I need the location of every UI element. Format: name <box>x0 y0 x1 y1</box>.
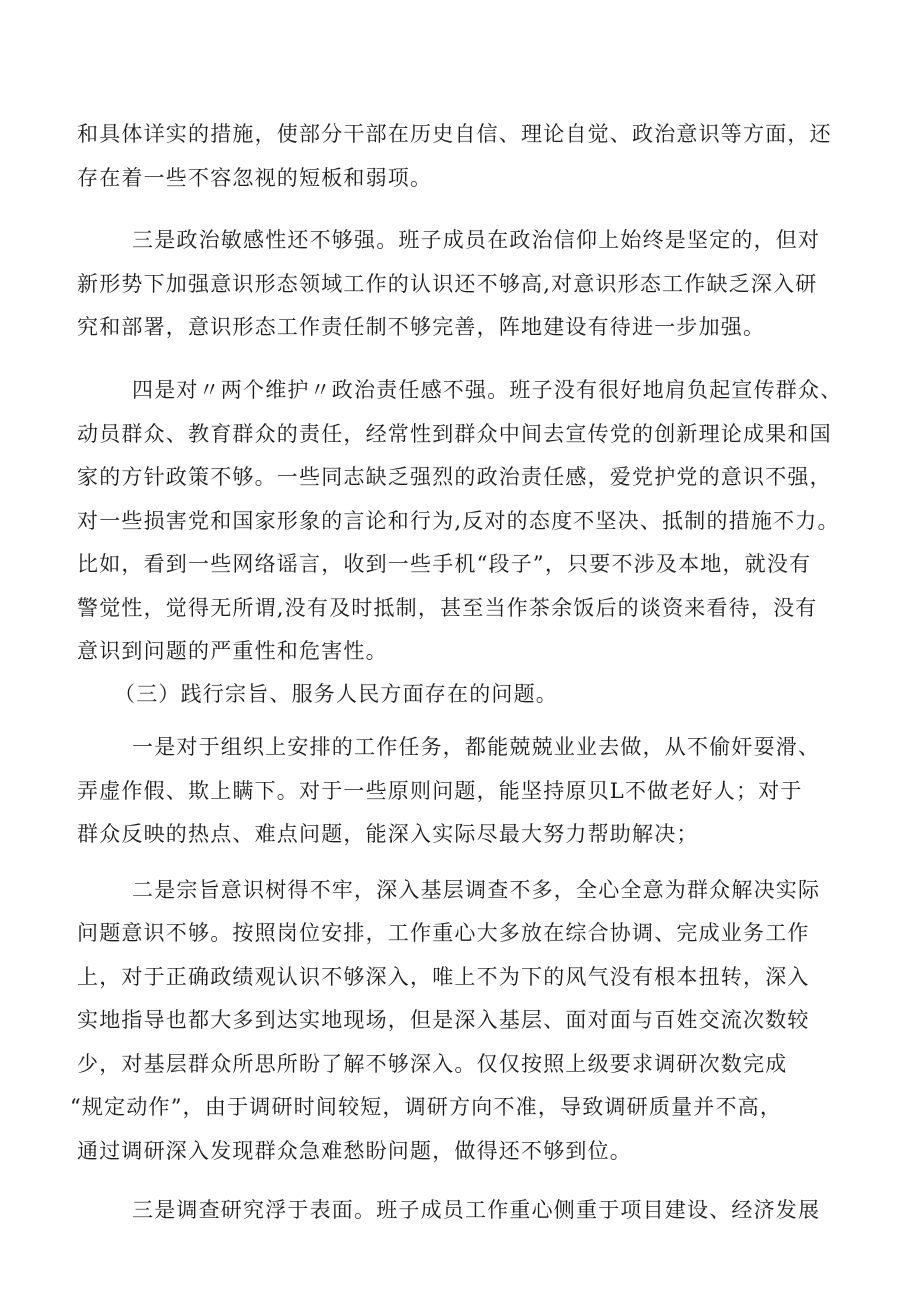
paragraph-two-opening: 二是宗旨意识树得不牢，深入基层调查不多，全心全意为群众解决实际 <box>132 878 821 902</box>
paragraph-three-opening: 三是调查研究浮于表面。班子成员工作重心侧重于项目建设、经济发展 <box>132 1198 821 1222</box>
paragraph-one-opening: 一是对于组织上安排的工作任务，都能兢兢业业去做，从不偷奸耍滑、 <box>132 735 821 759</box>
text-line: 弄虚作假、欺上瞒下。对于一些原则问题，能坚持原贝L不做老好人；对于 <box>77 779 803 803</box>
text-line: 意识到问题的严重性和危害性。 <box>77 639 388 663</box>
text-line: 比如，看到一些网络谣言，收到一些手机“段子”，只要不涉及本地，就没有 <box>77 552 812 576</box>
section-heading: （三）践行宗旨、服务人民方面存在的问题。 <box>114 682 558 706</box>
paragraph-three-opening: 三是政治敏感性还不够强。班子成员在政治信仰上始终是坚定的，但对 <box>132 228 821 252</box>
text-line: 和具体详实的措施，使部分干部在历史自信、理论自觉、政治意识等方面，还 <box>77 122 832 146</box>
text-line: 通过调研深入发现群众急难愁盼问题，做得还不够到位。 <box>77 1139 632 1163</box>
text-line: 上，对于正确政绩观认识不够深入，唯上不为下的风气没有根本扭转，深入 <box>77 965 810 989</box>
text-line: 究和部署，意识形态工作责任制不够完善，阵地建设有待进一步加强。 <box>77 315 766 339</box>
text-line: 少，对基层群众所思所盼了解不够深入。仅仅按照上级要求调研次数完成 <box>77 1052 788 1076</box>
text-line: 警觉性，觉得无所谓,没有及时抵制，甚至当作茶余饭后的谈资来看待，没有 <box>77 596 818 620</box>
text-line: 新形势下加强意识形态领域工作的认识还不够高,对意识形态工作缺乏深入研 <box>77 272 818 296</box>
paragraph-four-opening: 四是对〃两个维护〃政治责任感不强。班子没有很好地肩负起宣传群众、 <box>132 378 843 402</box>
text-line: 动员群众、教育群众的责任，经常性到群众中间去宣传党的创新理论成果和国 <box>77 422 832 446</box>
text-line: 对一些损害党和国家形象的言论和行为,反对的态度不坚决、抵制的措施不力。 <box>77 509 840 533</box>
text-line: 群众反映的热点、难点问题，能深入实际尽最大努力帮助解决； <box>77 822 699 846</box>
text-line: 存在着一些不容忽视的短板和弱项。 <box>77 166 433 190</box>
text-line: “规定动作”，由于调研时间较短，调研方向不准，导致调研质量并不高， <box>70 1095 783 1119</box>
text-line: 实地指导也都大多到达实地现场，但是深入基层、面对面与百姓交流次数较 <box>77 1008 810 1032</box>
text-line: 问题意识不够。按照岗位安排，工作重心大多放在综合协调、完成业务工作 <box>77 921 810 945</box>
text-line: 家的方针政策不够。一些同志缺乏强烈的政治责任感，爱党护党的意识不强， <box>77 465 832 489</box>
